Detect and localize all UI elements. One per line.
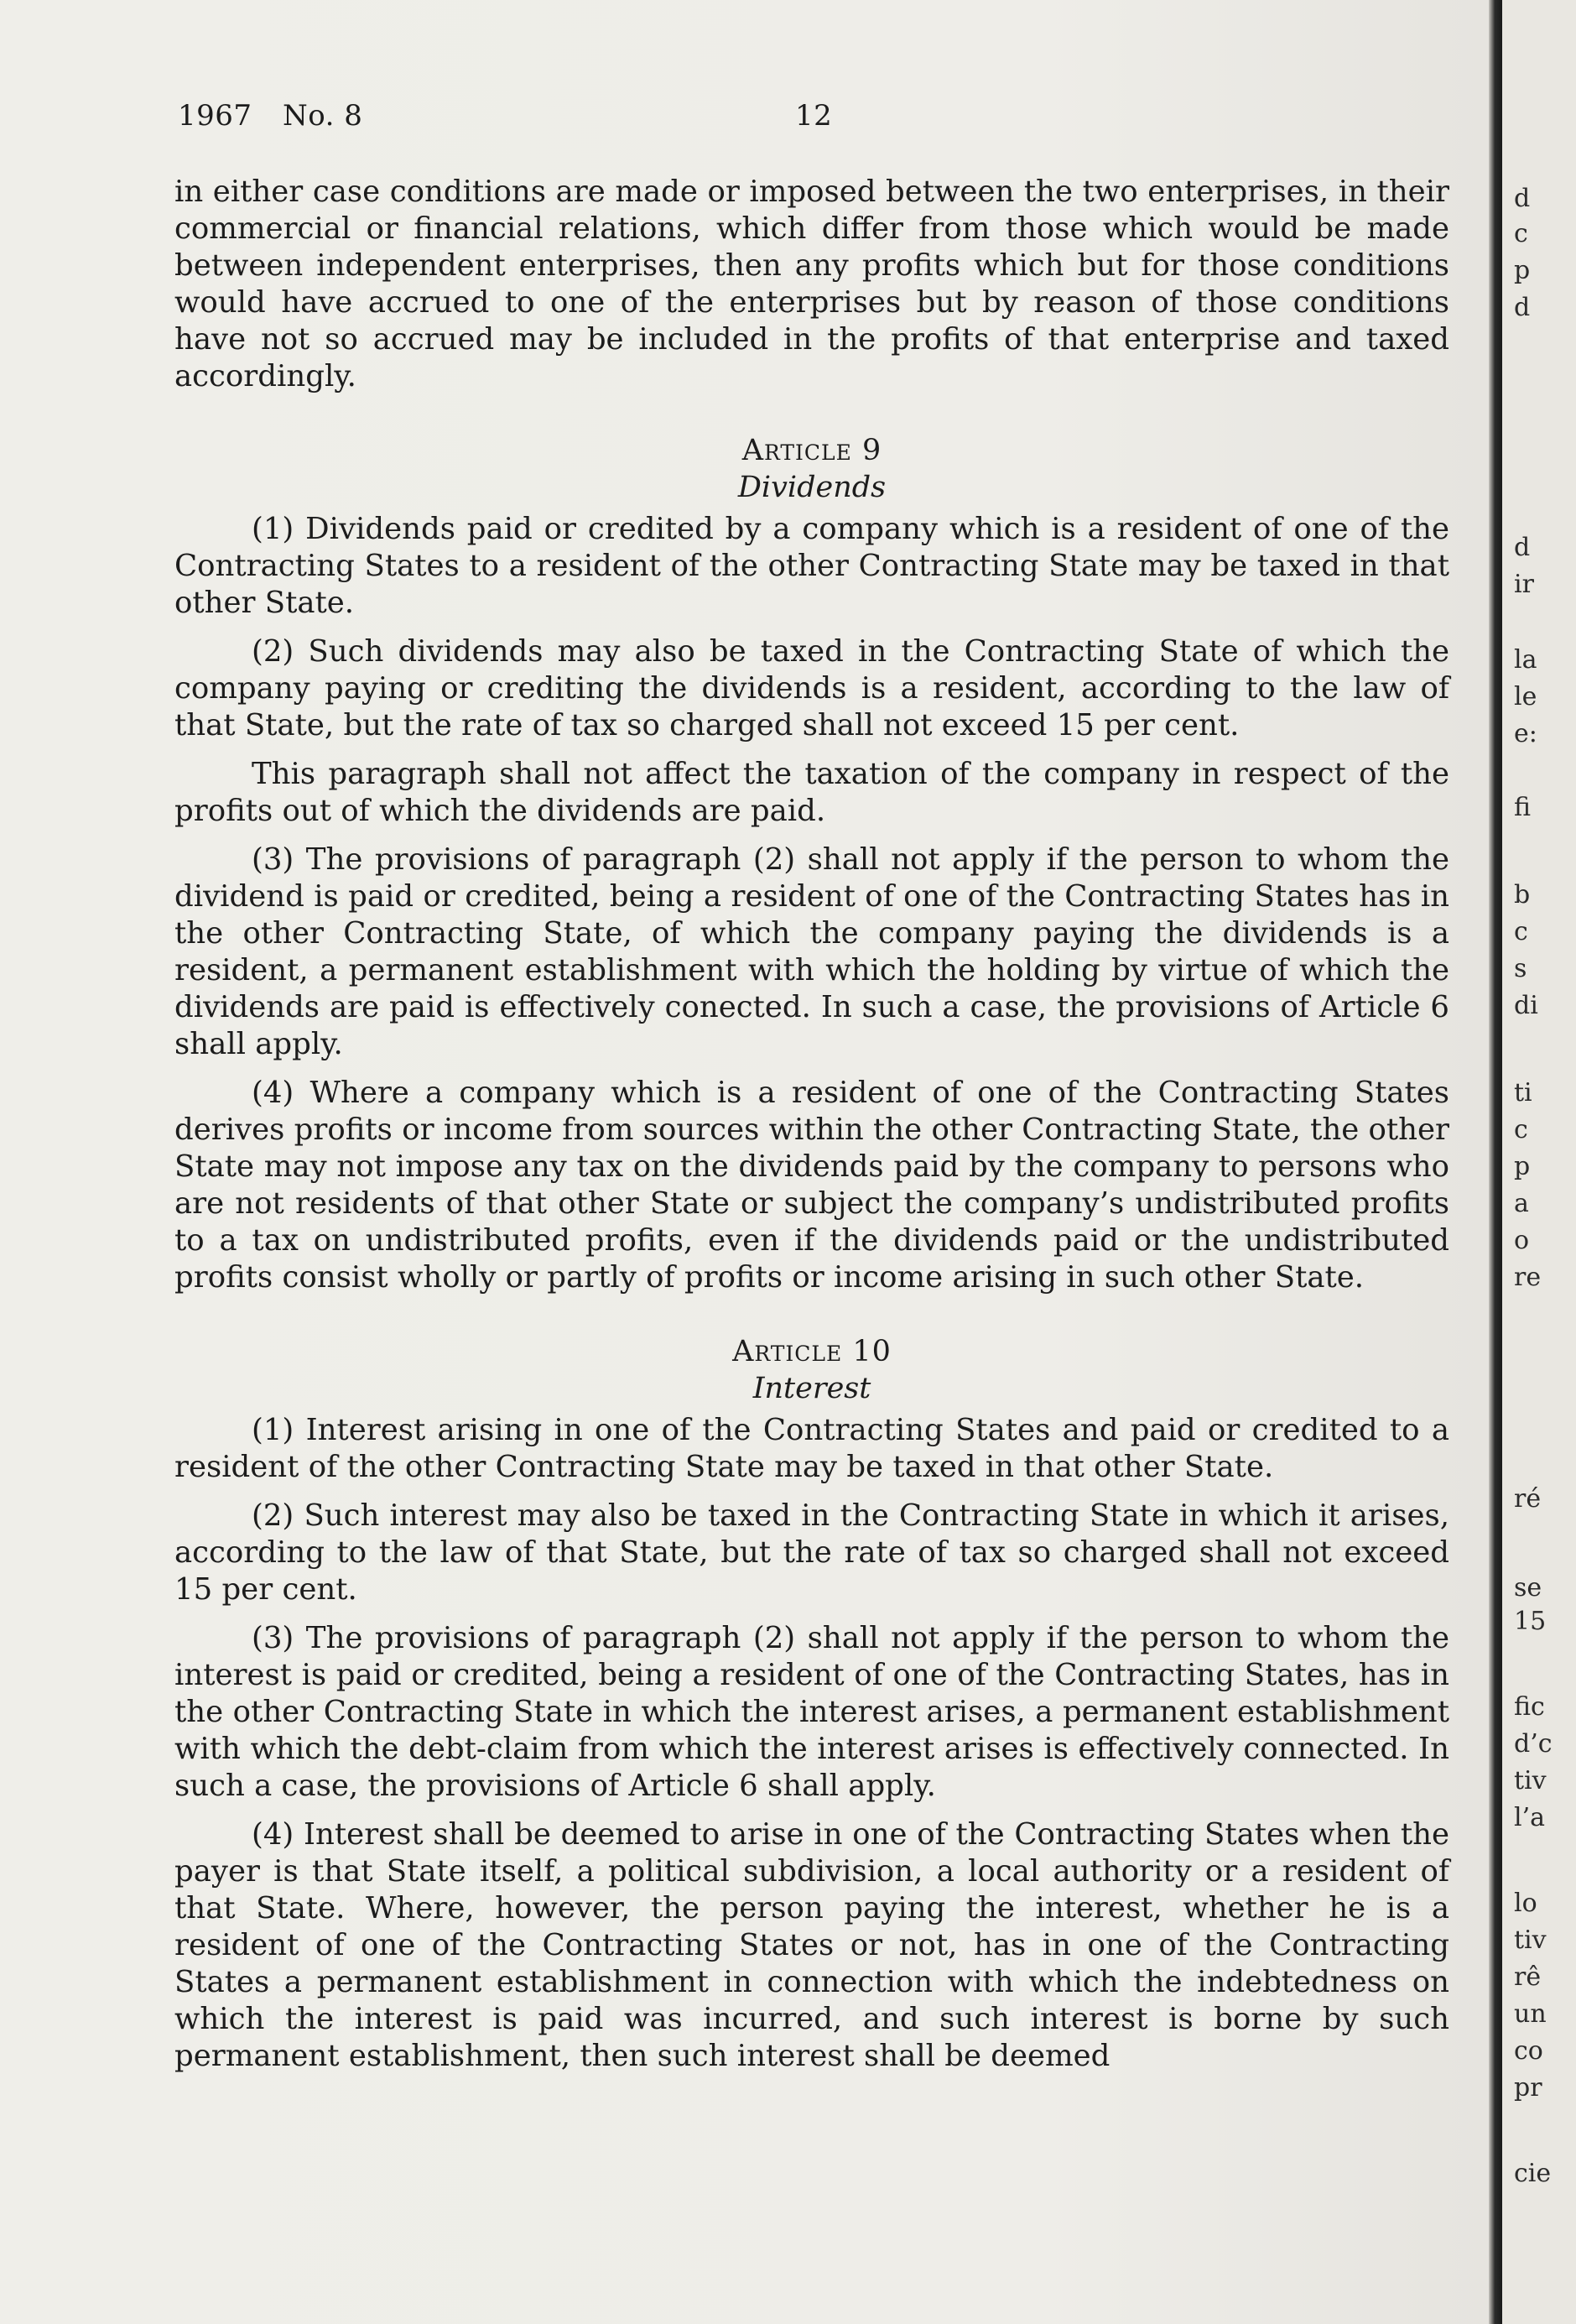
facing-fragment: d xyxy=(1514,533,1531,562)
facing-fragment: se xyxy=(1514,1573,1542,1602)
article-10-paragraph-3: (3) The provisions of paragraph (2) shall not apply if the person to whom the interest is paid or credited, being a resident of one of the Contracting States, has in the other Contracting State in which the interest arises, a permanent establishment with which the debt-claim from which the interest arises is effectively connected. In such a case, the provisions of Article 6 shall apply. xyxy=(174,1621,1449,1803)
facing-fragment: o xyxy=(1514,1226,1530,1255)
article-9-title: Dividends xyxy=(737,471,887,504)
facing-fragment: l’a xyxy=(1514,1803,1546,1832)
facing-fragment: ré xyxy=(1514,1484,1542,1514)
facing-fragment: tiv xyxy=(1514,1925,1547,1955)
facing-fragment: la xyxy=(1514,645,1537,675)
article-10-paragraph-2: (2) Such interest may also be taxed in the Contracting State in which it arises, according to the law of that State, but the rate of tax so charged shall not exceed 15 per cent. xyxy=(174,1498,1449,1607)
facing-fragment: p xyxy=(1514,1152,1531,1181)
facing-fragment: a xyxy=(1514,1189,1529,1218)
facing-fragment: 15 xyxy=(1514,1607,1547,1636)
facing-fragment: pr xyxy=(1514,2073,1542,2103)
document-body xyxy=(174,174,1449,2075)
facing-fragment: s xyxy=(1514,954,1527,983)
facing-fragment: cie xyxy=(1514,2159,1552,2188)
article-9-heading: Article 9 xyxy=(741,434,882,467)
header-year: 1967 xyxy=(178,99,252,133)
facing-fragment: le xyxy=(1514,682,1537,711)
facing-fragment: ir xyxy=(1514,570,1534,599)
facing-fragment: fi xyxy=(1514,793,1532,822)
facing-fragment: d xyxy=(1514,293,1531,322)
facing-fragment: e: xyxy=(1514,719,1537,748)
facing-fragment: p xyxy=(1514,256,1531,285)
facing-fragment: co xyxy=(1514,2036,1543,2066)
article-9-paragraph-1: (1) Dividends paid or credited by a company which is a resident of one of the Contracting States to a resident of the other Contracting State may be taxed in that other State. xyxy=(174,512,1449,620)
facing-fragment: c xyxy=(1514,219,1528,248)
facing-fragment: c xyxy=(1514,1115,1528,1144)
facing-fragment: c xyxy=(1514,917,1528,946)
facing-fragment: d’c xyxy=(1514,1729,1553,1759)
facing-fragment: lo xyxy=(1514,1889,1537,1918)
facing-fragment: un xyxy=(1514,1999,1547,2029)
book-gutter xyxy=(1489,0,1502,2324)
article-10-paragraph-4: (4) Interest shall be deemed to arise in one of the Contracting States when the payer is that State itself, a political subdivision, a local authority or a resident of that State. Where, however, the person paying the interest, whether he is a resident of one of the Contracting States or not, has in one of the Contracting States a permanent establishment in connection with which the indebtedness on which the interest is paid was incurred, and such interest is borne by such permanent establishment, then such interest shall be deemed xyxy=(174,1817,1449,2073)
facing-page-edge xyxy=(1502,0,1576,2324)
facing-fragment: d xyxy=(1514,184,1531,213)
article-10-title: Interest xyxy=(752,1372,871,1405)
article-9-paragraph-4: (4) Where a company which is a resident of one of the Contracting States derives profits or income from sources within the other Contracting State, the other State may not impose any tax on the dividends paid by the company to persons who are not residents of that other State or subject the company’s undistributed profits to a tax on undistributed profits, even if the dividends paid or the undistributed profits consist wholly or partly of profits or income arising in such other State. xyxy=(174,1076,1449,1295)
facing-fragment: ti xyxy=(1514,1078,1532,1107)
facing-fragment: rê xyxy=(1514,1962,1542,1992)
article-9-paragraph-2b: This paragraph shall not affect the taxation of the company in respect of the profits out of which the dividends are paid. xyxy=(174,757,1449,828)
article-10-paragraph-1: (1) Interest arising in one of the Contracting States and paid or credited to a resident of the other Contracting State may be taxed in that other State. xyxy=(174,1413,1449,1484)
facing-fragment: tiv xyxy=(1514,1766,1547,1795)
article-9-paragraph-3: (3) The provisions of paragraph (2) shall not apply if the person to whom the dividend is paid or credited, being a resident of one of the Contracting States has in the other Contracting State, of which the company paying the dividends is a resident, a permanent establishment with which the holding by virtue of which the dividends are paid is effectively conected. In such a case, the provisions of Article 6 shall apply. xyxy=(174,842,1449,1061)
facing-fragment: re xyxy=(1514,1263,1542,1292)
continuation-paragraph: in either case conditions are made or imposed between the two enterprises, in their commercial or financial relations, which differ from those which would be made between independent enterprises, then any profits which but for those conditions would have accrued to one of the enterprises but by reason of those conditions have not so accrued may be included in the profits of that enterprise and taxed accordingly. xyxy=(174,175,1449,393)
article-10-heading: Article 10 xyxy=(732,1335,892,1368)
header-number: No. 8 xyxy=(283,99,363,133)
page-number: 12 xyxy=(795,99,833,133)
facing-fragment: b xyxy=(1514,880,1531,909)
facing-fragment: di xyxy=(1514,991,1538,1020)
article-9-paragraph-2: (2) Such dividends may also be taxed in the Contracting State of which the company paying or crediting the dividends is a resident, according to the law of that State, but the rate of tax so charged shall not exceed 15 per cent. xyxy=(174,634,1449,743)
facing-fragment: fic xyxy=(1514,1692,1545,1722)
